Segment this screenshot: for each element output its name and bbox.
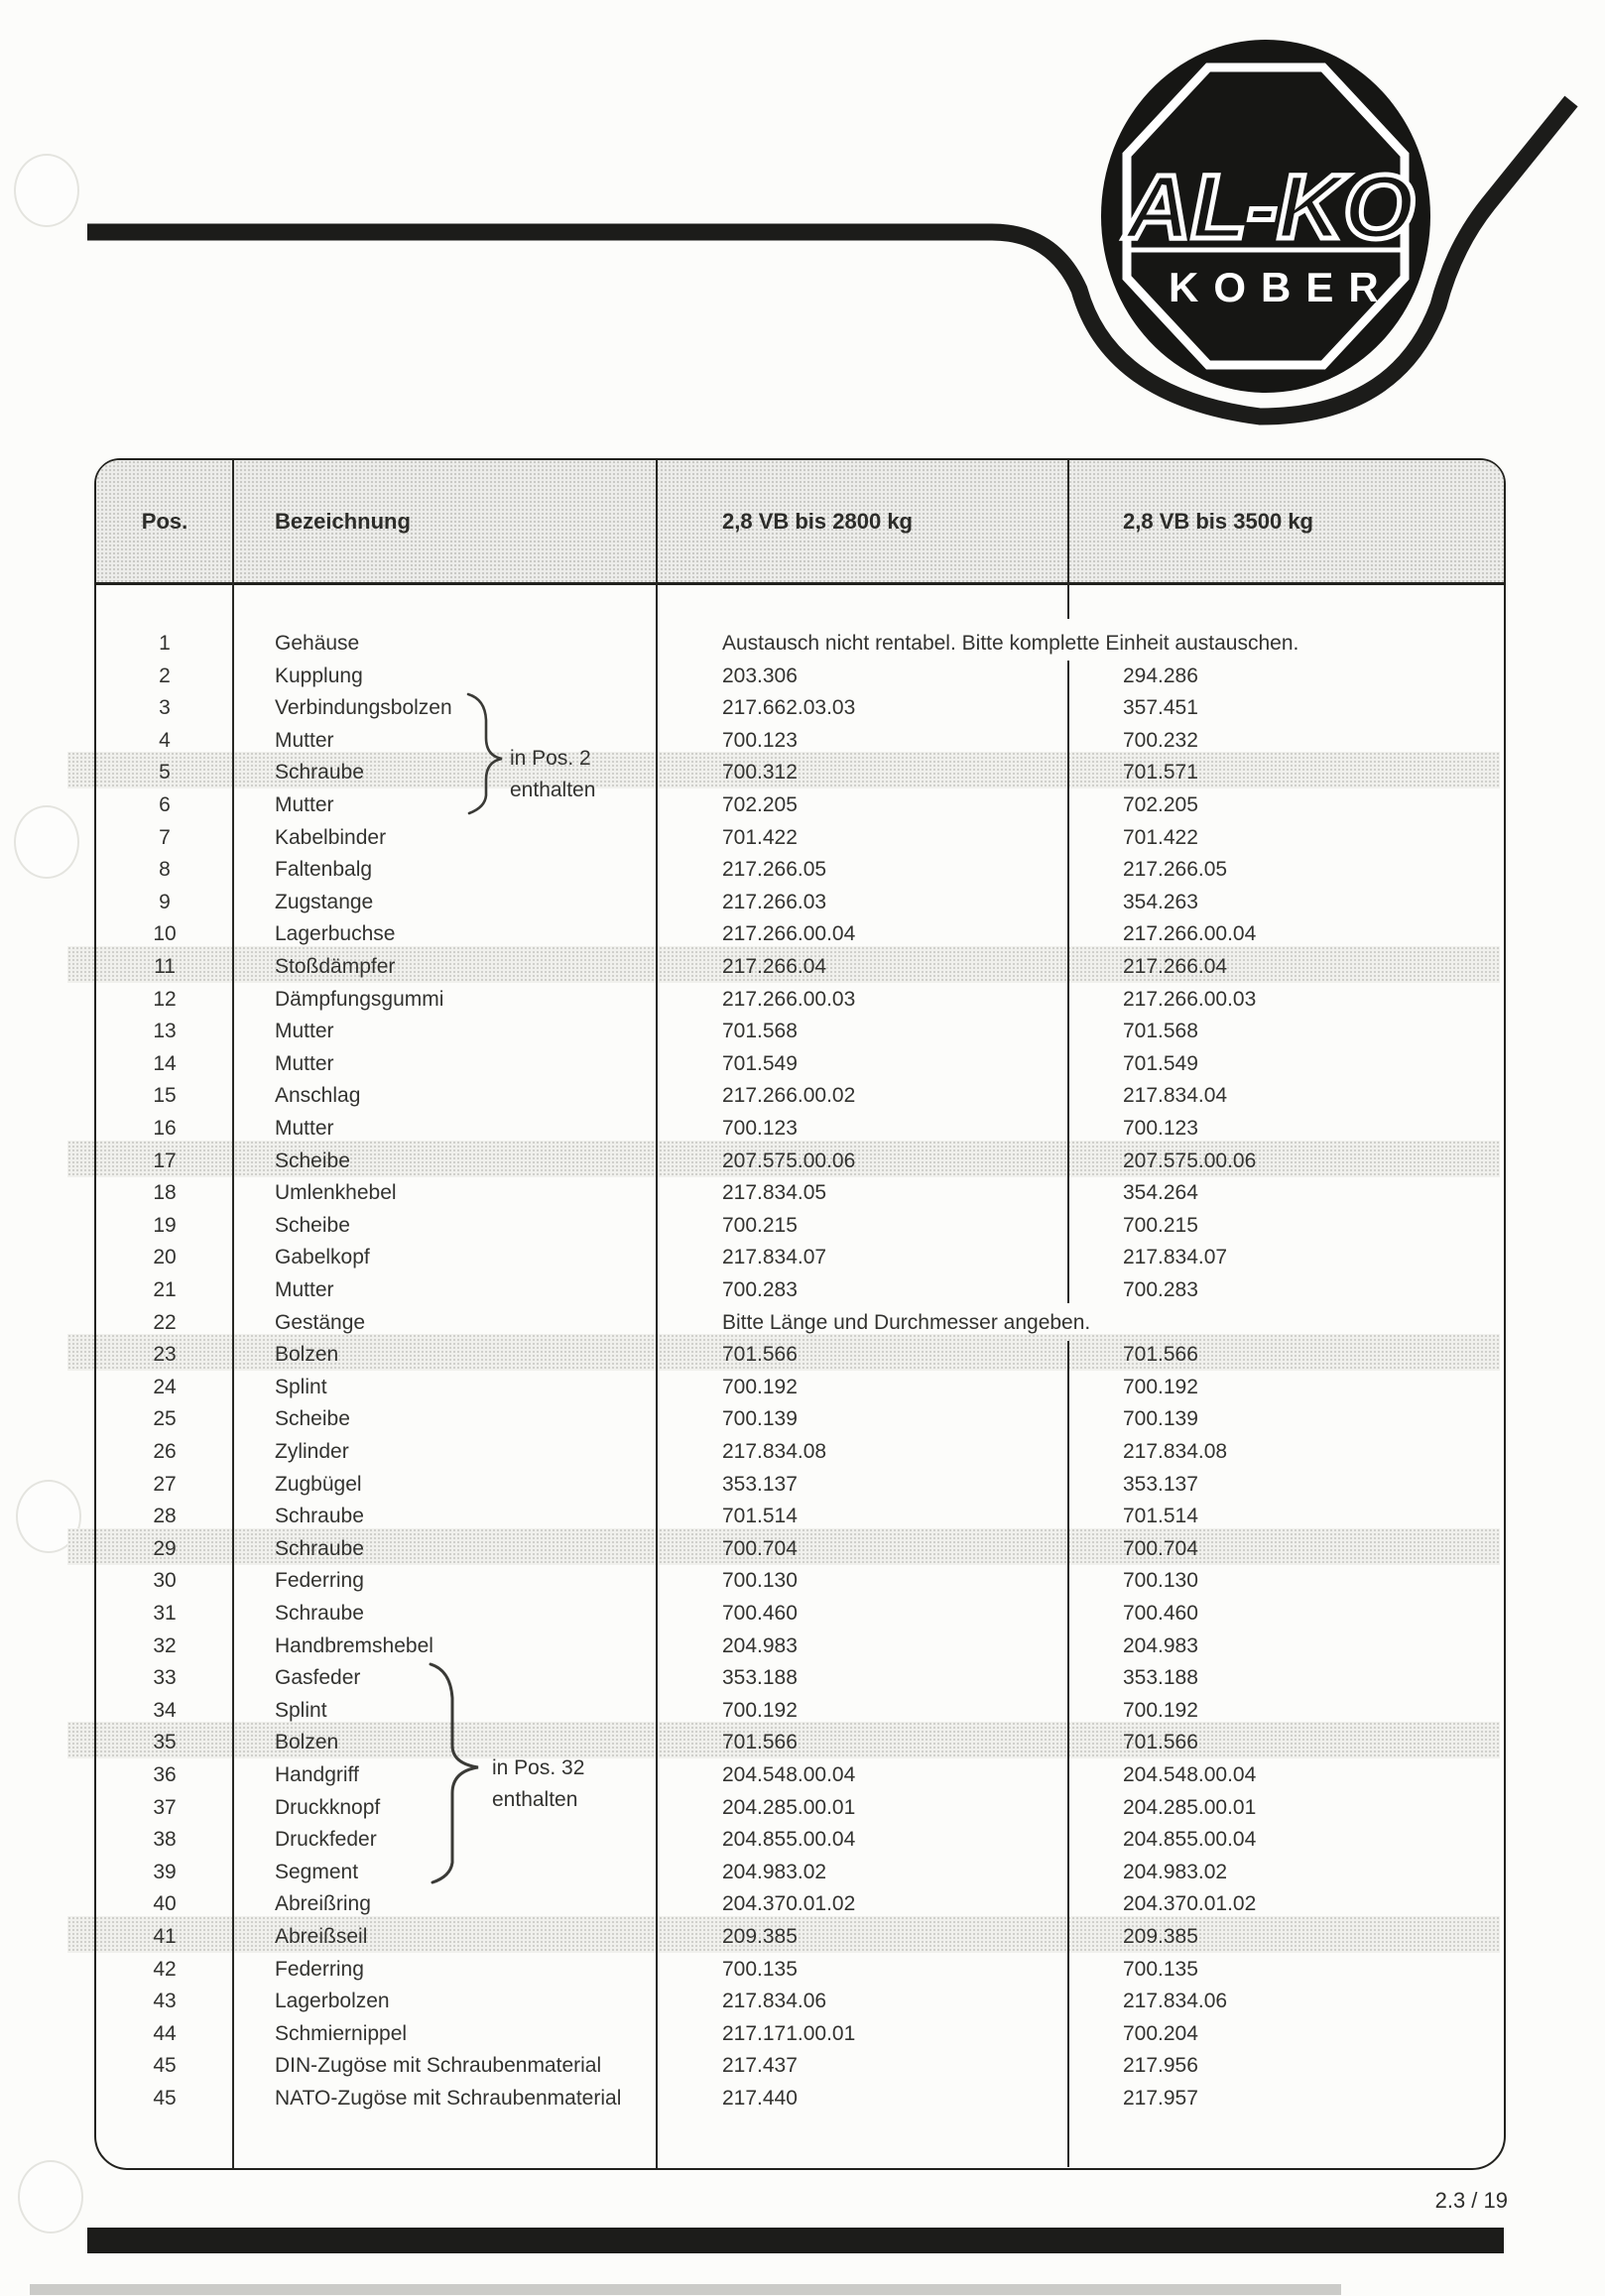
part-name-cell: Umlenkhebel [275, 1181, 397, 1205]
part-number-3500-cell: 700.283 [1123, 1278, 1198, 1301]
pos-cell: 4 [159, 728, 171, 752]
pos-cell: 23 [153, 1343, 177, 1367]
part-number-2800-cell: 204.983 [722, 1633, 798, 1657]
part-number-3500-cell: 204.855.00.04 [1123, 1828, 1257, 1852]
part-number-2800-cell: 353.188 [722, 1666, 798, 1690]
table-row [96, 1273, 1504, 1306]
table-row [96, 1500, 1504, 1532]
part-number-2800-cell: 203.306 [722, 664, 798, 687]
part-number-2800-cell: 700.192 [722, 1375, 798, 1398]
header-bezeichnung: Bezeichnung [275, 509, 411, 534]
table-row [96, 724, 1504, 757]
part-name-cell: Mutter [275, 1020, 334, 1043]
table-row [96, 1176, 1504, 1209]
part-name-cell: Schmiernippel [275, 2021, 408, 2045]
part-number-3500-cell: 700.232 [1123, 728, 1198, 752]
part-number-3500-cell: 204.983.02 [1123, 1860, 1228, 1883]
part-number-3500-cell: 701.549 [1123, 1051, 1198, 1075]
part-number-2800-cell: 217.834.08 [722, 1440, 827, 1463]
part-number-3500-cell: 700.130 [1123, 1569, 1198, 1593]
part-name-cell: Bolzen [275, 1731, 339, 1754]
part-name-cell: Mutter [275, 1278, 334, 1301]
pos-cell: 18 [153, 1181, 177, 1205]
bracket-pos2-label-line1: in Pos. 2 [510, 747, 591, 770]
part-name-cell: Mutter [275, 1051, 334, 1075]
table-row [96, 1047, 1504, 1080]
part-name-cell: Splint [275, 1375, 327, 1398]
part-number-3500-cell: 700.704 [1123, 1536, 1198, 1560]
table-row [96, 1887, 1504, 1920]
table-row [96, 1015, 1504, 1047]
table-row [96, 660, 1504, 692]
pos-cell: 7 [159, 825, 171, 849]
part-name-cell: Schraube [275, 1505, 364, 1528]
part-name-cell: Splint [275, 1698, 327, 1722]
table-row [96, 1726, 1504, 1758]
pos-cell: 12 [153, 987, 177, 1011]
part-number-3500-cell: 353.188 [1123, 1666, 1198, 1690]
part-number-2800-cell: 353.137 [722, 1472, 798, 1496]
part-number-3500-cell: 217.956 [1123, 2054, 1198, 2078]
part-number-2800-cell: 217.266.03 [722, 890, 827, 913]
table-row [96, 1338, 1504, 1371]
page-number: 2.3 / 19 [1434, 2188, 1508, 2213]
table-row [96, 1402, 1504, 1435]
logo-brand-text: AL-KO [1122, 157, 1415, 258]
part-name-cell: Gestänge [275, 1310, 366, 1334]
pos-cell: 5 [159, 761, 171, 785]
pos-cell: 45 [153, 2087, 177, 2110]
part-name-cell: Schraube [275, 761, 364, 785]
part-number-3500-cell: 217.266.00.04 [1123, 922, 1257, 946]
table-row [96, 1985, 1504, 2017]
part-name-cell: Segment [275, 1860, 359, 1883]
part-number-3500-cell: 701.568 [1123, 1020, 1198, 1043]
part-name-cell: Gasfeder [275, 1666, 361, 1690]
table-row [96, 756, 1504, 788]
part-number-3500-cell: 217.266.04 [1123, 955, 1228, 978]
part-name-cell: Handgriff [275, 1763, 359, 1786]
part-number-2800-cell: 217.171.00.01 [722, 2021, 856, 2045]
bracket-pos32-label-line1: in Pos. 32 [492, 1756, 585, 1779]
part-number-3500-cell: 700.123 [1123, 1117, 1198, 1140]
part-name-cell: Scheibe [275, 1407, 350, 1431]
header-2800kg: 2,8 VB bis 2800 kg [722, 509, 913, 534]
part-name-cell: Faltenbalg [275, 858, 373, 882]
pos-cell: 25 [153, 1407, 177, 1431]
part-name-cell: Scheibe [275, 1213, 350, 1237]
pos-cell: 31 [153, 1602, 177, 1625]
pos-cell: 20 [153, 1246, 177, 1269]
part-number-3500-cell: 354.264 [1123, 1181, 1198, 1205]
pos-cell: 33 [153, 1666, 177, 1690]
pos-cell: 15 [153, 1084, 177, 1108]
part-number-3500-cell: 357.451 [1123, 696, 1198, 720]
pos-cell: 41 [153, 1925, 177, 1948]
pos-cell: 3 [159, 696, 171, 720]
table-row [96, 1145, 1504, 1177]
table-row [96, 1791, 1504, 1824]
table-row [96, 1564, 1504, 1597]
header-3500kg: 2,8 VB bis 3500 kg [1123, 509, 1313, 534]
part-name-cell: Mutter [275, 728, 334, 752]
pos-cell: 22 [153, 1310, 177, 1334]
table-row [96, 788, 1504, 821]
part-number-3500-cell: 701.571 [1123, 761, 1198, 785]
pos-cell: 32 [153, 1633, 177, 1657]
spanning-note-cell: Austausch nicht rentabel. Bitte komplette Einheit austauschen. [722, 632, 1299, 655]
table-row [96, 1112, 1504, 1145]
pos-cell: 27 [153, 1472, 177, 1496]
part-number-3500-cell: 700.192 [1123, 1375, 1198, 1398]
part-number-3500-cell: 204.370.01.02 [1123, 1892, 1257, 1916]
part-number-2800-cell: 700.135 [722, 1957, 798, 1981]
part-number-2800-cell: 217.266.04 [722, 955, 827, 978]
pos-cell: 39 [153, 1860, 177, 1883]
part-number-2800-cell: 204.548.00.04 [722, 1763, 856, 1786]
pos-cell: 26 [153, 1440, 177, 1463]
part-number-2800-cell: 701.549 [722, 1051, 798, 1075]
pos-cell: 30 [153, 1569, 177, 1593]
table-row [96, 853, 1504, 886]
part-number-3500-cell: 701.422 [1123, 825, 1198, 849]
pos-cell: 6 [159, 793, 171, 816]
table-row [96, 1920, 1504, 1953]
part-name-cell: Gehäuse [275, 632, 360, 655]
table-row [96, 2049, 1504, 2082]
part-name-cell: Kabelbinder [275, 825, 387, 849]
table-row [96, 1371, 1504, 1403]
part-number-3500-cell: 217.834.08 [1123, 1440, 1228, 1463]
part-number-3500-cell: 353.137 [1123, 1472, 1198, 1496]
part-number-3500-cell: 217.834.04 [1123, 1084, 1228, 1108]
pos-cell: 37 [153, 1795, 177, 1819]
part-name-cell: Mutter [275, 793, 334, 816]
part-name-cell: Verbindungsbolzen [275, 696, 452, 720]
part-number-3500-cell: 217.957 [1123, 2087, 1198, 2110]
part-name-cell: Mutter [275, 1117, 334, 1140]
pos-cell: 29 [153, 1536, 177, 1560]
table-row [96, 1241, 1504, 1273]
part-number-2800-cell: 700.312 [722, 761, 798, 785]
pos-cell: 43 [153, 1990, 177, 2013]
part-name-cell: Abreißseil [275, 1925, 368, 1948]
part-number-3500-cell: 204.548.00.04 [1123, 1763, 1257, 1786]
part-number-3500-cell: 700.135 [1123, 1957, 1198, 1981]
part-number-3500-cell: 700.215 [1123, 1213, 1198, 1237]
part-number-3500-cell: 700.460 [1123, 1602, 1198, 1625]
part-number-3500-cell: 294.286 [1123, 664, 1198, 687]
part-name-cell: Lagerbolzen [275, 1990, 390, 2013]
part-number-3500-cell: 700.139 [1123, 1407, 1198, 1431]
table-row [96, 2082, 1504, 2115]
table-row [96, 1661, 1504, 1694]
part-number-2800-cell: 702.205 [722, 793, 798, 816]
table-row [96, 983, 1504, 1016]
table-row [96, 627, 1504, 660]
spanning-note-cell: Bitte Länge und Durchmesser angeben. [722, 1310, 1091, 1334]
part-number-2800-cell: 217.834.06 [722, 1990, 827, 2013]
part-name-cell: Lagerbuchse [275, 922, 396, 946]
part-number-2800-cell: 209.385 [722, 1925, 798, 1948]
table-row [96, 1953, 1504, 1986]
part-number-3500-cell: 700.204 [1123, 2021, 1198, 2045]
part-name-cell: Scheibe [275, 1148, 350, 1172]
pos-cell: 42 [153, 1957, 177, 1981]
part-number-3500-cell: 700.192 [1123, 1698, 1198, 1722]
part-number-2800-cell: 204.855.00.04 [722, 1828, 856, 1852]
part-number-2800-cell: 700.130 [722, 1569, 798, 1593]
pos-cell: 45 [153, 2054, 177, 2078]
part-number-2800-cell: 701.566 [722, 1731, 798, 1754]
pos-cell: 16 [153, 1117, 177, 1140]
part-number-2800-cell: 217.266.05 [722, 858, 827, 882]
part-name-cell: Kupplung [275, 664, 363, 687]
pos-cell: 38 [153, 1828, 177, 1852]
part-name-cell: Anschlag [275, 1084, 361, 1108]
part-name-cell: DIN-Zugöse mit Schraubenmaterial [275, 2054, 602, 2078]
part-number-3500-cell: 217.834.06 [1123, 1990, 1228, 2013]
table-row [96, 1532, 1504, 1565]
part-number-3500-cell: 701.566 [1123, 1731, 1198, 1754]
part-name-cell: Federring [275, 1569, 364, 1593]
part-number-2800-cell: 701.568 [722, 1020, 798, 1043]
pos-cell: 17 [153, 1148, 177, 1172]
part-number-2800-cell: 217.834.05 [722, 1181, 827, 1205]
part-number-3500-cell: 217.834.07 [1123, 1246, 1228, 1269]
part-name-cell: Druckknopf [275, 1795, 381, 1819]
part-number-3500-cell: 217.266.05 [1123, 858, 1228, 882]
table-row [96, 1694, 1504, 1727]
part-number-3500-cell: 204.983 [1123, 1633, 1198, 1657]
part-number-2800-cell: 700.123 [722, 728, 798, 752]
part-number-2800-cell: 217.266.00.03 [722, 987, 856, 1011]
part-number-2800-cell: 701.514 [722, 1505, 798, 1528]
part-number-2800-cell: 217.266.00.02 [722, 1084, 856, 1108]
table-row [96, 1079, 1504, 1112]
part-number-3500-cell: 207.575.00.06 [1123, 1148, 1257, 1172]
pos-cell: 10 [153, 922, 177, 946]
part-number-2800-cell: 701.566 [722, 1343, 798, 1367]
table-row [96, 1823, 1504, 1856]
bracket-pos32-label-line2: enthalten [492, 1788, 578, 1811]
part-number-2800-cell: 701.422 [722, 825, 798, 849]
pos-cell: 1 [159, 632, 171, 655]
part-number-2800-cell: 204.370.01.02 [722, 1892, 856, 1916]
part-name-cell: Handbremshebel [275, 1633, 433, 1657]
parts-table [94, 458, 1506, 2170]
pos-cell: 28 [153, 1505, 177, 1528]
part-number-2800-cell: 217.266.00.04 [722, 922, 856, 946]
part-number-2800-cell: 700.460 [722, 1602, 798, 1625]
table-row [96, 886, 1504, 918]
table-body [96, 460, 1504, 2168]
pos-cell: 8 [159, 858, 171, 882]
table-row [96, 1597, 1504, 1630]
part-name-cell: Zugbügel [275, 1472, 362, 1496]
table-row [96, 1856, 1504, 1888]
pos-cell: 34 [153, 1698, 177, 1722]
table-row [96, 1306, 1504, 1339]
part-number-2800-cell: 217.440 [722, 2087, 798, 2110]
table-row [96, 917, 1504, 950]
part-name-cell: Druckfeder [275, 1828, 377, 1852]
part-number-3500-cell: 209.385 [1123, 1925, 1198, 1948]
table-row [96, 2017, 1504, 2050]
part-name-cell: NATO-Zugöse mit Schraubenmaterial [275, 2087, 622, 2110]
part-number-2800-cell: 217.662.03.03 [722, 696, 856, 720]
pos-cell: 19 [153, 1213, 177, 1237]
part-number-2800-cell: 700.123 [722, 1117, 798, 1140]
table-row [96, 1630, 1504, 1662]
part-number-2800-cell: 207.575.00.06 [722, 1148, 856, 1172]
part-number-2800-cell: 217.834.07 [722, 1246, 827, 1269]
table-row [96, 821, 1504, 854]
part-number-2800-cell: 204.983.02 [722, 1860, 827, 1883]
part-name-cell: Federring [275, 1957, 364, 1981]
pos-cell: 2 [159, 664, 171, 687]
table-row [96, 691, 1504, 724]
pos-cell: 35 [153, 1731, 177, 1754]
part-number-2800-cell: 700.283 [722, 1278, 798, 1301]
pos-cell: 11 [154, 955, 176, 978]
part-number-2800-cell: 204.285.00.01 [722, 1795, 856, 1819]
logo-sub-text: KOBER [1169, 264, 1394, 310]
pos-cell: 40 [153, 1892, 177, 1916]
pos-cell: 13 [153, 1020, 177, 1043]
part-name-cell: Schraube [275, 1536, 364, 1560]
part-name-cell: Schraube [275, 1602, 364, 1625]
part-number-2800-cell: 700.704 [722, 1536, 798, 1560]
pos-cell: 14 [153, 1051, 177, 1075]
header-pos: Pos. [141, 509, 188, 534]
part-number-3500-cell: 217.266.00.03 [1123, 987, 1257, 1011]
part-number-3500-cell: 204.285.00.01 [1123, 1795, 1257, 1819]
part-name-cell: Stoßdämpfer [275, 955, 396, 978]
pos-cell: 21 [153, 1278, 177, 1301]
part-number-2800-cell: 700.139 [722, 1407, 798, 1431]
table-row [96, 1468, 1504, 1501]
part-number-2800-cell: 700.215 [722, 1213, 798, 1237]
part-name-cell: Zugstange [275, 890, 374, 913]
part-name-cell: Gabelkopf [275, 1246, 370, 1269]
part-name-cell: Abreißring [275, 1892, 371, 1916]
part-number-3500-cell: 702.205 [1123, 793, 1198, 816]
pos-cell: 9 [159, 890, 171, 913]
table-row [96, 1758, 1504, 1791]
part-number-3500-cell: 701.566 [1123, 1343, 1198, 1367]
part-name-cell: Zylinder [275, 1440, 349, 1463]
table-row [96, 950, 1504, 983]
part-number-2800-cell: 700.192 [722, 1698, 798, 1722]
bracket-pos2-label-line2: enthalten [510, 779, 596, 801]
pos-cell: 36 [153, 1763, 177, 1786]
pos-cell: 24 [153, 1375, 177, 1398]
part-name-cell: Dämpfungsgummi [275, 987, 444, 1011]
table-row [96, 1435, 1504, 1468]
table-row [96, 1209, 1504, 1242]
part-number-2800-cell: 217.437 [722, 2054, 798, 2078]
part-name-cell: Bolzen [275, 1343, 339, 1367]
part-number-3500-cell: 354.263 [1123, 890, 1198, 913]
pos-cell: 44 [153, 2021, 177, 2045]
part-number-3500-cell: 701.514 [1123, 1505, 1198, 1528]
